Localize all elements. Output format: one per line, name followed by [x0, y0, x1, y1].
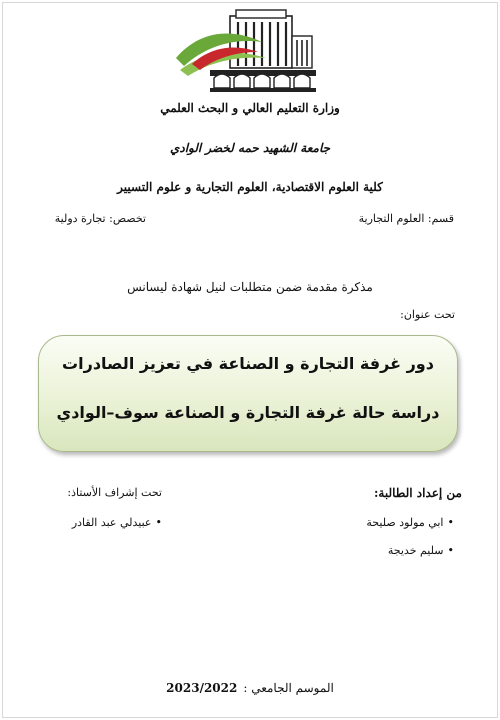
- bullet-icon: •: [447, 516, 454, 529]
- thesis-title-line1: دور غرفة التجارة و الصناعة في تعزيز الصادرات: [62, 354, 434, 373]
- student-name: [388, 544, 454, 558]
- thesis-title-box: [38, 335, 458, 452]
- university-logo-icon: [170, 8, 330, 94]
- student-name-text: ابي مولود صليحة: [366, 516, 444, 529]
- prepared-by-label: من إعداد الطالبة:: [373, 486, 462, 500]
- faculty-name: كلية العلوم الاقتصادية، العلوم التجارية و علوم التسيير: [117, 180, 383, 194]
- bullet-icon: •: [447, 544, 454, 557]
- student-name: [366, 516, 454, 530]
- thesis-description: مذكرة مقدمة ضمن متطلبات لنيل شهادة ليسانس: [127, 280, 373, 294]
- academic-year-value: 2023/2022: [166, 681, 238, 695]
- academic-year: [0, 681, 500, 695]
- bullet-icon: •: [155, 516, 162, 529]
- supervisor-label: تحت إشراف الأستاذ:: [67, 486, 162, 499]
- title-label: تحت عنوان:: [400, 308, 455, 321]
- specialty-label: تخصص: تجارة دولية: [54, 212, 146, 225]
- supervisor-name-text: عبيدلي عبد القادر: [71, 516, 152, 529]
- ministry-name: وزارة التعليم العالي و البحث العلمي: [160, 101, 340, 115]
- university-name: جامعة الشهيد حمه لخضر الوادي: [169, 141, 331, 155]
- thesis-title-line2: دراسة حالة غرفة التجارة و الصناعة سوف–الوادي: [56, 403, 440, 422]
- student-name-text: سليم خديجة: [387, 544, 444, 557]
- academic-year-label: الموسم الجامعي :: [243, 681, 334, 695]
- supervisor-name: [72, 516, 162, 530]
- department-label: قسم: العلوم التجارية: [358, 212, 454, 225]
